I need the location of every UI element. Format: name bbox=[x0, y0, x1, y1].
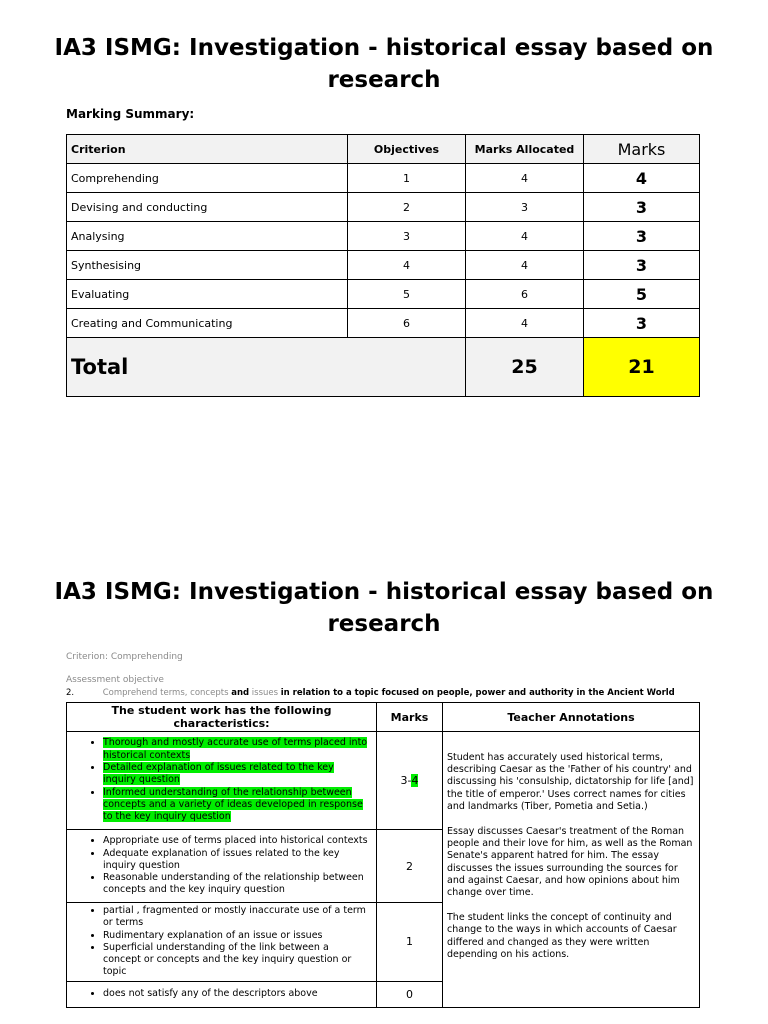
total-label: Total bbox=[67, 338, 466, 397]
row-criterion: Devising and conducting bbox=[67, 193, 348, 222]
table-row bbox=[67, 280, 700, 309]
row-marks: 5 bbox=[584, 280, 700, 309]
marking-summary-label: Marking Summary: bbox=[66, 107, 195, 121]
band-marks-range: 3- bbox=[400, 774, 412, 787]
row-marks: 3 bbox=[584, 193, 700, 222]
band-descriptors bbox=[67, 981, 377, 1007]
header-objectives: Objectives bbox=[348, 135, 466, 164]
header-marks-allocated: Marks Allocated bbox=[466, 135, 584, 164]
teacher-annotations bbox=[443, 732, 700, 1008]
list-item: • Rudimentary explanation of an issue or issues bbox=[103, 930, 368, 942]
criterion-line: Criterion: Comprehending bbox=[66, 652, 183, 662]
table-row bbox=[67, 222, 700, 251]
marking-summary-table bbox=[66, 134, 700, 397]
row-objectives: 6 bbox=[348, 309, 466, 338]
row-allocated: 4 bbox=[466, 222, 584, 251]
row-criterion: Analysing bbox=[67, 222, 348, 251]
band-marks: 0 bbox=[377, 981, 443, 1007]
section-title: IA3 ISMG: Investigation - historical essay based on research bbox=[54, 579, 714, 637]
assessment-objective bbox=[66, 688, 706, 698]
rubric-table bbox=[66, 702, 700, 1008]
row-criterion: Creating and Communicating bbox=[67, 309, 348, 338]
band-descriptors bbox=[67, 732, 377, 830]
row-objectives: 5 bbox=[348, 280, 466, 309]
row-marks: 3 bbox=[584, 222, 700, 251]
header-criterion: Criterion bbox=[67, 135, 348, 164]
header-characteristics: The student work has the following characteristics: bbox=[67, 703, 377, 732]
row-allocated: 4 bbox=[466, 251, 584, 280]
table-row bbox=[67, 164, 700, 193]
descriptor-text: Detailed explanation of issues related to the key inquiry question bbox=[103, 762, 334, 786]
list-item bbox=[103, 737, 368, 762]
row-objectives: 3 bbox=[348, 222, 466, 251]
table-row bbox=[67, 251, 700, 280]
objective-part-topic: in relation to a topic focused on people, power and authority in the Ancient World bbox=[280, 688, 675, 698]
band-marks: 2 bbox=[377, 830, 443, 903]
list-item bbox=[103, 762, 368, 787]
objective-part-and: and bbox=[231, 688, 250, 698]
table-row bbox=[67, 193, 700, 222]
band-marks bbox=[377, 732, 443, 830]
annotation-paragraph: The student links the concept of continuity and change to the ways in which accounts of Caesar differed and changed as they were written depending on his actions. bbox=[447, 912, 677, 960]
header-marks: Marks bbox=[377, 703, 443, 732]
rubric-header-row bbox=[67, 703, 700, 732]
objective-part-terms: Comprehend terms, concepts bbox=[102, 688, 229, 698]
row-allocated: 4 bbox=[466, 309, 584, 338]
list-item: • partial , fragmented or mostly inaccurate use of a term or terms bbox=[103, 905, 368, 930]
band-descriptors bbox=[67, 903, 377, 982]
header-annotations: Teacher Annotations bbox=[443, 703, 700, 732]
descriptor-text: Thorough and mostly accurate use of terms placed into historical contexts bbox=[103, 737, 368, 761]
objective-number: 2. bbox=[66, 688, 75, 698]
rubric-band bbox=[67, 732, 700, 830]
row-objectives: 2 bbox=[348, 193, 466, 222]
row-objectives: 4 bbox=[348, 251, 466, 280]
row-marks: 3 bbox=[584, 309, 700, 338]
row-objectives: 1 bbox=[348, 164, 466, 193]
table-row bbox=[67, 309, 700, 338]
row-allocated: 4 bbox=[466, 164, 584, 193]
row-marks: 4 bbox=[584, 164, 700, 193]
list-item bbox=[103, 787, 368, 824]
objective-label: Assessment objective bbox=[66, 675, 164, 685]
row-allocated: 3 bbox=[466, 193, 584, 222]
list-item: • Appropriate use of terms placed into historical contexts bbox=[103, 835, 368, 847]
row-allocated: 6 bbox=[466, 280, 584, 309]
list-item: • Adequate explanation of issues related to the key inquiry question bbox=[103, 848, 368, 873]
total-row bbox=[67, 338, 700, 397]
objective-part-issues: issues bbox=[251, 688, 279, 698]
band-descriptors bbox=[67, 830, 377, 903]
annotation-paragraph: Essay discusses Caesar's treatment of the Roman people and their love for him, as well as the Roman Senate's apparent hatred for him. The essay discusses the issues surrounding the sources for and against Caesar, and how opinions about him change over time. bbox=[447, 826, 693, 899]
table-header-row bbox=[67, 135, 700, 164]
descriptor-text: Informed understanding of the relationship between concepts and a variety of ideas developed in response to the key inquiry question bbox=[103, 786, 363, 823]
annotation-paragraph: Student has accurately used historical terms, describing Caesar as the 'Father of his country' and discussing his 'consulship, dictatorship for life [and] the title of emperor.' Uses correct names for cities and landmarks (Tiber, Pometia and Setia.) bbox=[447, 752, 694, 812]
row-criterion: Comprehending bbox=[67, 164, 348, 193]
list-item: • does not satisfy any of the descriptors above bbox=[103, 988, 368, 1000]
row-criterion: Evaluating bbox=[67, 280, 348, 309]
header-marks: Marks bbox=[584, 135, 700, 164]
band-marks: 1 bbox=[377, 903, 443, 982]
total-allocated: 25 bbox=[466, 338, 584, 397]
row-marks: 3 bbox=[584, 251, 700, 280]
total-marks: 21 bbox=[584, 338, 700, 397]
page-title: IA3 ISMG: Investigation - historical essay based on research bbox=[54, 35, 714, 93]
list-item: • Reasonable understanding of the relationship between concepts and the key inquiry question bbox=[103, 872, 368, 897]
band-marks-awarded: 4 bbox=[411, 774, 419, 787]
row-criterion: Synthesising bbox=[67, 251, 348, 280]
list-item: • Superficial understanding of the link between a concept or concepts and the key inquiry question or topic bbox=[103, 942, 368, 979]
